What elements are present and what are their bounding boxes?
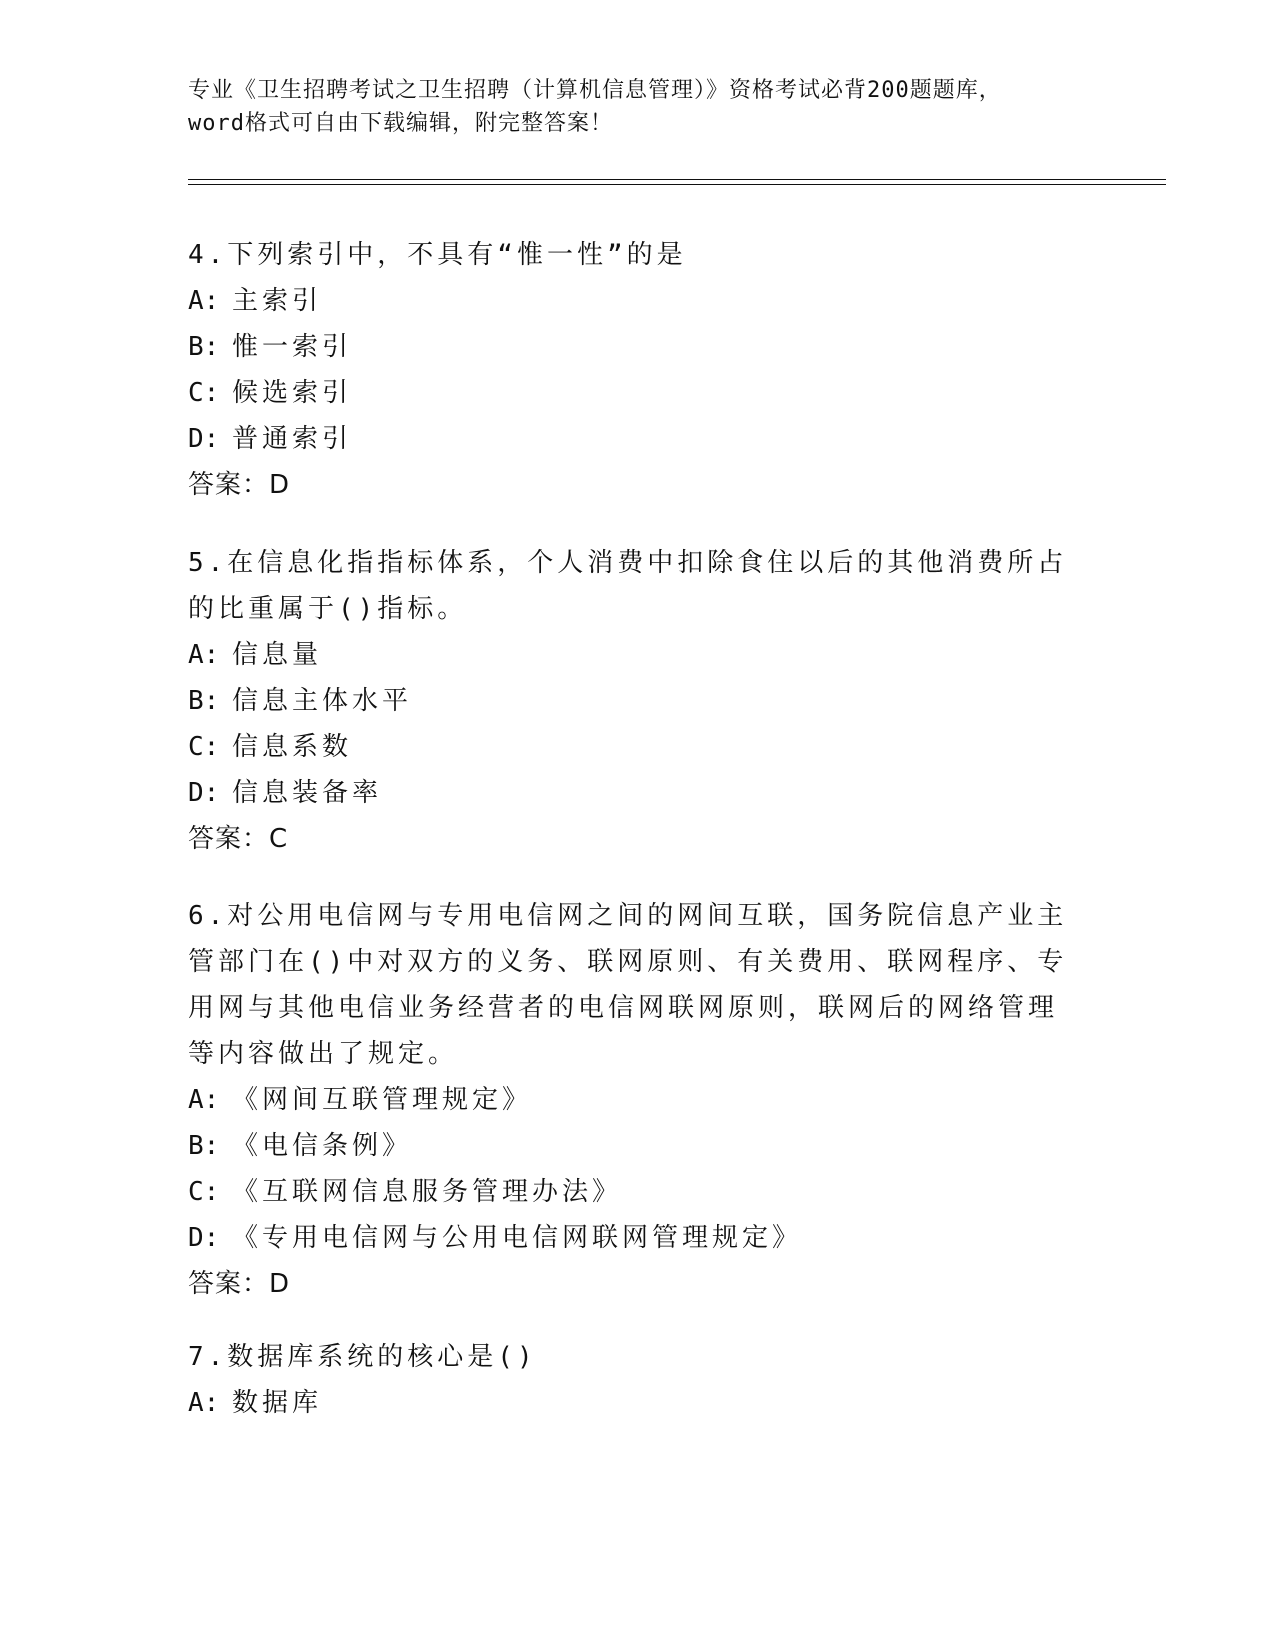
question-6	[188, 893, 1068, 1307]
option-letter: C:	[188, 1177, 220, 1207]
document-header	[188, 74, 1088, 140]
option-letter: A:	[188, 1085, 220, 1115]
question-stem: 6.对公用电信网与专用电信网之间的网间互联，国务院信息产业主管部门在()中对双方的义务、联网原则、有关费用、联网程序、专用网与其他电信业务经营者的电信网联网原则，联网后的网络管理等内容做出了规定。	[188, 901, 1068, 1069]
option-letter: D:	[188, 778, 220, 808]
option-text: 信息装备率	[232, 778, 383, 808]
option-text: 《专用电信网与公用电信网联网管理规定》	[232, 1223, 803, 1253]
option-text: 信息主体水平	[232, 686, 413, 716]
answer-text: 答案：D	[188, 1269, 291, 1299]
header-line-2: word格式可自由下载编辑，附完整答案！	[188, 111, 613, 136]
question-stem: 4.下列索引中，不具有“惟一性”的是	[188, 240, 687, 270]
option-b	[188, 678, 1068, 724]
question-5	[188, 540, 1068, 862]
option-d	[188, 1215, 1068, 1261]
option-text: 数据库	[232, 1388, 323, 1418]
option-letter: A:	[188, 1388, 220, 1418]
option-text: 普通索引	[232, 424, 353, 454]
answer-text: 答案：C	[188, 824, 289, 854]
header-divider-top	[188, 179, 1166, 180]
option-text: 候选索引	[232, 378, 353, 408]
option-text: 《网间互联管理规定》	[232, 1085, 533, 1115]
option-a	[188, 632, 1068, 678]
option-d	[188, 770, 1068, 816]
option-letter: C:	[188, 732, 220, 762]
option-letter: B:	[188, 686, 220, 716]
question-stem: 7.数据库系统的核心是()	[188, 1342, 537, 1372]
option-text: 《电信条例》	[232, 1131, 413, 1161]
question-4	[188, 232, 1068, 508]
option-c	[188, 1169, 1068, 1215]
option-letter: C:	[188, 378, 220, 408]
question-stem: 5.在信息化指指标体系，个人消费中扣除食住以后的其他消费所占的比重属于()指标。	[188, 548, 1068, 624]
option-b	[188, 1123, 1068, 1169]
question-7	[188, 1334, 1068, 1426]
option-letter: A:	[188, 640, 220, 670]
option-text: 信息量	[232, 640, 323, 670]
option-letter: B:	[188, 332, 220, 362]
option-c	[188, 724, 1068, 770]
option-text: 《互联网信息服务管理办法》	[232, 1177, 623, 1207]
header-divider-bottom	[188, 184, 1166, 185]
header-line-1: 专业《卫生招聘考试之卫生招聘（计算机信息管理）》资格考试必背200题题库，	[188, 78, 1002, 103]
option-d	[188, 416, 1068, 462]
option-b	[188, 324, 1068, 370]
option-letter: B:	[188, 1131, 220, 1161]
option-a	[188, 1380, 1068, 1426]
option-text: 主索引	[232, 286, 323, 316]
option-a	[188, 278, 1068, 324]
answer-text: 答案：D	[188, 470, 291, 500]
option-c	[188, 370, 1068, 416]
option-text: 惟一索引	[232, 332, 353, 362]
option-letter: A:	[188, 286, 220, 316]
option-letter: D:	[188, 424, 220, 454]
option-letter: D:	[188, 1223, 220, 1253]
option-text: 信息系数	[232, 732, 353, 762]
option-a	[188, 1077, 1068, 1123]
